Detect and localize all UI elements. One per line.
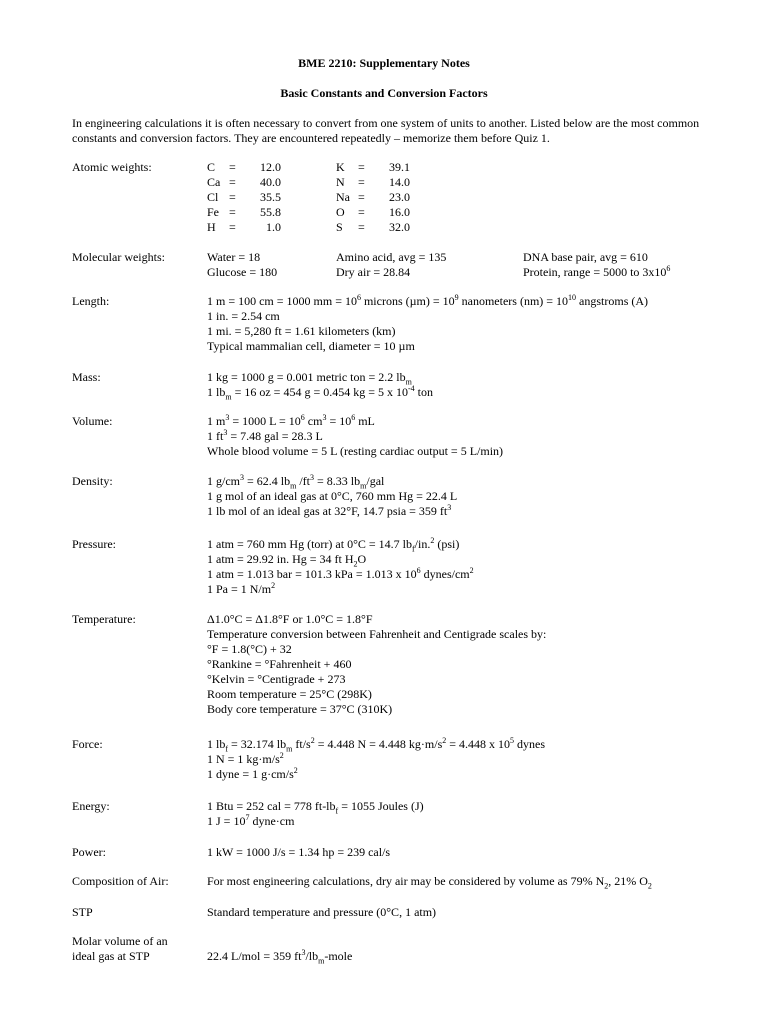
- energy-line-2: 1 $J = 10^7$ dyne·cm: [207, 813, 295, 828]
- temperature-line: °Rankine = °Fahrenheit + 460: [207, 657, 352, 671]
- atomic-sym: Na: [336, 190, 350, 204]
- power-label: Power:: [72, 845, 106, 859]
- force-line-2: 1 N = 1 $kg\cdot m/s^2$: [207, 751, 284, 766]
- force-block: [207, 737, 747, 782]
- atomic-eq: =: [229, 205, 236, 219]
- atomic-sym: Cl: [207, 190, 219, 204]
- atomic-sym: Fe: [207, 205, 219, 219]
- energy-line-1: 1 Btu = 252 cal = 778 $ft-lb_f = 1055$ Joules (J): [207, 799, 424, 816]
- atomic-sym: H: [207, 220, 216, 234]
- atomic-weights-col1: [207, 160, 281, 235]
- length-block: [207, 294, 747, 354]
- molar-block: [207, 949, 747, 964]
- atomic-val: 12.0: [260, 160, 281, 174]
- length-line-1: 1 m = 100 cm = 1000 mm = $10^6$ microns $(\mu m) = 10^9$ nanometers $(nm) = 10^{10}$ angstroms (A): [207, 293, 649, 308]
- volume-label: Volume:: [72, 414, 113, 428]
- density-line-1: 1 $g/cm^3 = 62.4$ $lb_m$ $/ft^3 = 8.33$ $lb_m$/gal: [207, 473, 385, 491]
- length-line-3: 1 mi. = 5,280 ft = 1.61 kilometers (km): [207, 324, 396, 338]
- atomic-sym: S: [336, 220, 343, 234]
- molar-volume-label-1: Molar volume of an: [72, 934, 168, 948]
- atomic-weights-label: Atomic weights:: [72, 160, 152, 174]
- atomic-val: 32.0: [389, 220, 410, 234]
- molar-volume-label: [72, 934, 168, 964]
- atomic-eq: =: [358, 220, 365, 234]
- stp-line-1: Standard temperature and pressure (0°C, 1 atm): [207, 905, 437, 919]
- dna-weight: DNA base pair, avg = 610: [523, 250, 648, 264]
- molecular-weights-label: Molecular weights:: [72, 250, 165, 264]
- volume-line-3: Whole blood volume = 5 L (resting cardiac output = 5 L/min): [207, 444, 504, 458]
- pressure-line-2: 1 atm = 29.92 in. Hg = 34 ft $H_2O$: [207, 552, 367, 569]
- temperature-line: °Kelvin = °Centigrade + 273: [207, 672, 346, 686]
- pressure-line-4: 1 Pa = 1 $N/m^2$: [207, 581, 276, 596]
- atomic-val: 14.0: [389, 175, 410, 189]
- length-line-2: 1 in. = 2.54 cm: [207, 309, 280, 323]
- energy-label: Energy:: [72, 799, 110, 813]
- atomic-eq: =: [229, 220, 236, 234]
- atomic-val: 16.0: [389, 205, 410, 219]
- air-label: Composition of Air:: [72, 874, 169, 888]
- pressure-block: [207, 537, 747, 597]
- atomic-eq: =: [358, 190, 365, 204]
- power-line-1: 1 kW = 1000 J/s = 1.34 hp = 239 cal/s: [207, 845, 391, 859]
- atomic-sym: K: [336, 160, 345, 174]
- length-line-4: Typical mammalian cell, diameter = 10 µm: [207, 339, 415, 353]
- atomic-val: 40.0: [260, 175, 281, 189]
- volume-line-2: 1 $ft^3 = 7.48$ gal = 28.3 L: [207, 428, 323, 443]
- stp-label: STP: [72, 905, 93, 919]
- doc-subtitle: Basic Constants and Conversion Factors: [280, 86, 488, 100]
- mass-label: Mass:: [72, 370, 101, 384]
- atomic-weights-col2: [336, 160, 410, 235]
- atomic-eq: =: [358, 205, 365, 219]
- pressure-line-3: 1 atm = 1.013 bar = 101.3 kPa = 1.013 x $10^6$ dynes/$cm^2$: [207, 566, 474, 581]
- air-line-1: For most engineering calculations, dry air may be considered by volume as 79% $N_2$, 21% $O_2$: [207, 874, 652, 891]
- atomic-val: 1.0: [266, 220, 281, 234]
- atomic-sym: C: [207, 160, 216, 174]
- density-line-3: 1 lb mol of an ideal gas at 32°F, 14.7 psia = 359 $ft^3$: [207, 503, 452, 518]
- atomic-val: 55.8: [260, 205, 281, 219]
- atomic-val: 39.1: [389, 160, 410, 174]
- atomic-sym: Ca: [207, 175, 221, 189]
- force-line-3: 1 dyne = 1 $g\cdot cm/s^2$: [207, 766, 298, 781]
- atomic-eq: =: [229, 160, 236, 174]
- molecular-col2: [336, 250, 446, 280]
- protein-weight: [523, 265, 670, 280]
- molecular-col3: [523, 250, 670, 280]
- molar-line-1: 22.4 L/mol = 359 $ft^3/lb_m$-mole: [207, 948, 353, 966]
- mass-line-2: 1 $lb_m = 16$ oz = 454 g = 0.454 kg = 5 x $10^{-4}$ ton: [207, 384, 433, 402]
- power-block: [207, 845, 747, 860]
- temperature-block: [207, 612, 747, 717]
- temperature-line: Room temperature = 25°C (298K): [207, 687, 372, 701]
- atomic-eq: =: [229, 175, 236, 189]
- atomic-sym: N: [336, 175, 345, 189]
- length-label: Length:: [72, 294, 110, 308]
- energy-block: [207, 799, 747, 829]
- pressure-line-1: 1 atm = 760 mm Hg (torr) at 0°C = 14.7 $lb_f/in.^2$ (psi): [207, 536, 460, 554]
- atomic-val: 35.5: [260, 190, 281, 204]
- temperature-label: Temperature:: [72, 612, 136, 626]
- temperature-line: Temperature conversion between Fahrenheit and Centigrade scales by:: [207, 627, 547, 641]
- doc-title: BME 2210: Supplementary Notes: [298, 56, 470, 70]
- amino-acid-weight: Amino acid, avg = 135: [336, 250, 447, 264]
- temperature-line: °F = 1.8(°C) + 32: [207, 642, 292, 656]
- temperature-line: Body core temperature = 37°C (310K): [207, 702, 393, 716]
- force-line-1: 1 $lb_f = 32.174$ $lb_m$ $ft/s^2 = 4.448$ N = 4.448 $kg\cdot m/s^2 = 4.448$ x $10^5$ dynes: [207, 736, 546, 754]
- dry-air-weight: Dry air = 28.84: [336, 265, 411, 279]
- molar-volume-label-2: ideal gas at STP: [72, 949, 150, 963]
- air-block: [207, 874, 747, 889]
- mass-block: [207, 370, 747, 400]
- density-block: [207, 474, 747, 519]
- protein-text: Protein, range = 5000 to 3x10: [523, 265, 667, 279]
- molecular-col1: [207, 250, 277, 280]
- volume-line-1: 1 $m^3 = 1000$ $L = 10^6$ $cm^3 = 10^6$ mL: [207, 413, 375, 428]
- density-label: Density:: [72, 474, 113, 488]
- atomic-eq: =: [358, 175, 365, 189]
- volume-block: [207, 414, 747, 459]
- mass-line-1: 1 kg = 1000 g = 0.001 metric ton = 2.2 $lb_m$: [207, 370, 412, 387]
- pressure-label: Pressure:: [72, 537, 116, 551]
- density-line-2: 1 g mol of an ideal gas at 0°C, 760 mm Hg = 22.4 L: [207, 489, 458, 503]
- intro-paragraph: In engineering calculations it is often necessary to convert from one system of units to another. Listed below are the most common constants and conversion factors. They are encountered repeatedly – memorize them before Quiz 1.: [72, 116, 700, 145]
- atomic-eq: =: [358, 160, 365, 174]
- glucose-weight: Glucose = 180: [207, 265, 278, 279]
- protein-exp: 6: [666, 264, 671, 273]
- stp-block: [207, 905, 747, 920]
- force-label: Force:: [72, 737, 103, 751]
- water-weight: Water = 18: [207, 250, 261, 264]
- atomic-eq: =: [229, 190, 236, 204]
- temperature-line: Δ1.0°C = Δ1.8°F or 1.0°C = 1.8°F: [207, 612, 373, 626]
- atomic-sym: O: [336, 205, 345, 219]
- atomic-val: 23.0: [389, 190, 410, 204]
